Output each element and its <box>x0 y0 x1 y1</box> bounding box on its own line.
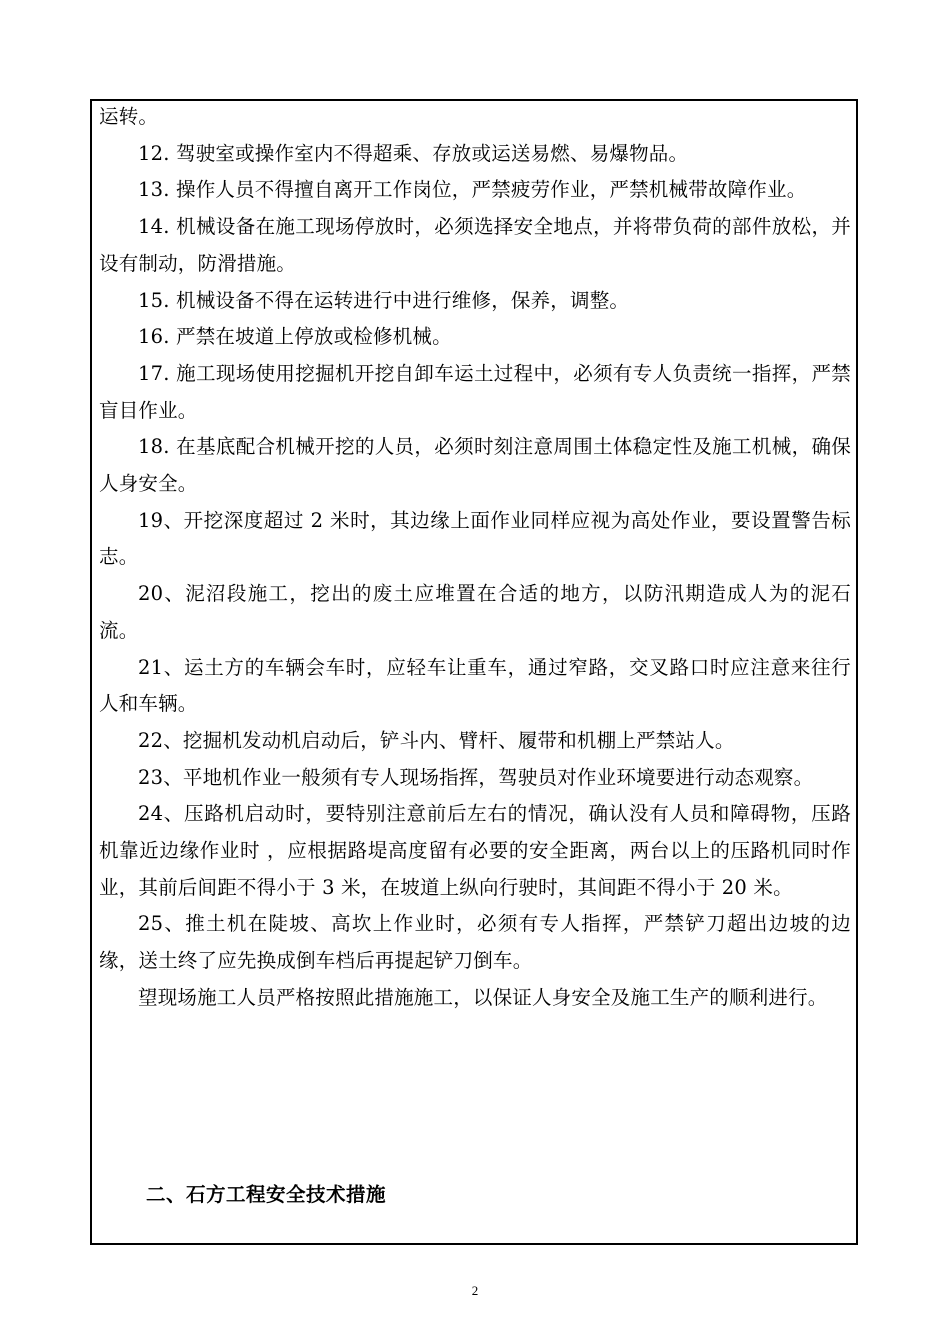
paragraph-item-24: 24、压路机启动时，要特别注意前后左右的情况，确认没有人员和障碍物，压路机靠近边缘作业时 ，应根据路堤高度留有必要的安全距离，两台以上的压路机同时作业，其前后间距不得小于 3 米，在坡道上纵向行驶时，其间距不得小于 20 米。 <box>99 802 851 899</box>
section-heading: 二、石方工程安全技术措施 <box>146 1183 387 1206</box>
paragraph-item-19: 19、开挖深度超过 2 米时，其边缘上面作业同样应视为高处作业，要设置警告标志。 <box>99 508 851 569</box>
paragraph-item-16: 16. 严禁在坡道上停放或检修机械。 <box>138 325 452 349</box>
paragraph-item-22: 22、挖掘机发动机启动后，铲斗内、臂杆、履带和机棚上严禁站人。 <box>138 728 735 752</box>
paragraph-item-17: 17. 施工现场使用挖掘机开挖自卸车运土过程中，必须有专人负责统一指挥，严禁盲目作业。 <box>99 361 851 422</box>
paragraph-closing: 望现场施工人员严格按照此措施施工，以保证人身安全及施工生产的顺利进行。 <box>138 985 828 1009</box>
paragraph-item-25: 25、推土机在陡坡、高坎上作业时，必须有专人指挥，严禁铲刀超出边坡的边缘，送土终了应先换成倒车档后再提起铲刀倒车。 <box>99 912 851 973</box>
page-number: 2 <box>471 1283 479 1298</box>
paragraph-item-21: 21、运土方的车辆会车时，应轻车让重车，通过窄路，交叉路口时应注意来往行人和车辆。 <box>99 655 851 716</box>
paragraph-item-23: 23、平地机作业一般须有专人现场指挥，驾驶员对作业环境要进行动态观察。 <box>138 765 814 789</box>
paragraph-item-14: 14. 机械设备在施工现场停放时，必须选择安全地点，并将带负荷的部件放松，并设有制动，防滑措施。 <box>99 215 851 275</box>
paragraph-continuation: 运转。 <box>99 105 159 128</box>
paragraph-item-18: 18. 在基底配合机械开挖的人员，必须时刻注意周围土体稳定性及施工机械，确保人身安全。 <box>99 435 851 496</box>
paragraph-item-15: 15. 机械设备不得在运转进行中进行维修，保养，调整。 <box>138 288 630 312</box>
paragraph-item-13: 13. 操作人员不得擅自离开工作岗位，严禁疲劳作业，严禁机械带故障作业。 <box>138 178 807 202</box>
paragraph-item-20: 20、泥沼段施工，挖出的废土应堆置在合适的地方，以防汛期造成人为的泥石流。 <box>99 582 851 642</box>
document-body <box>99 99 851 1017</box>
paragraph-item-12: 12. 驾驶室或操作室内不得超乘、存放或运送易燃、易爆物品。 <box>138 141 689 165</box>
